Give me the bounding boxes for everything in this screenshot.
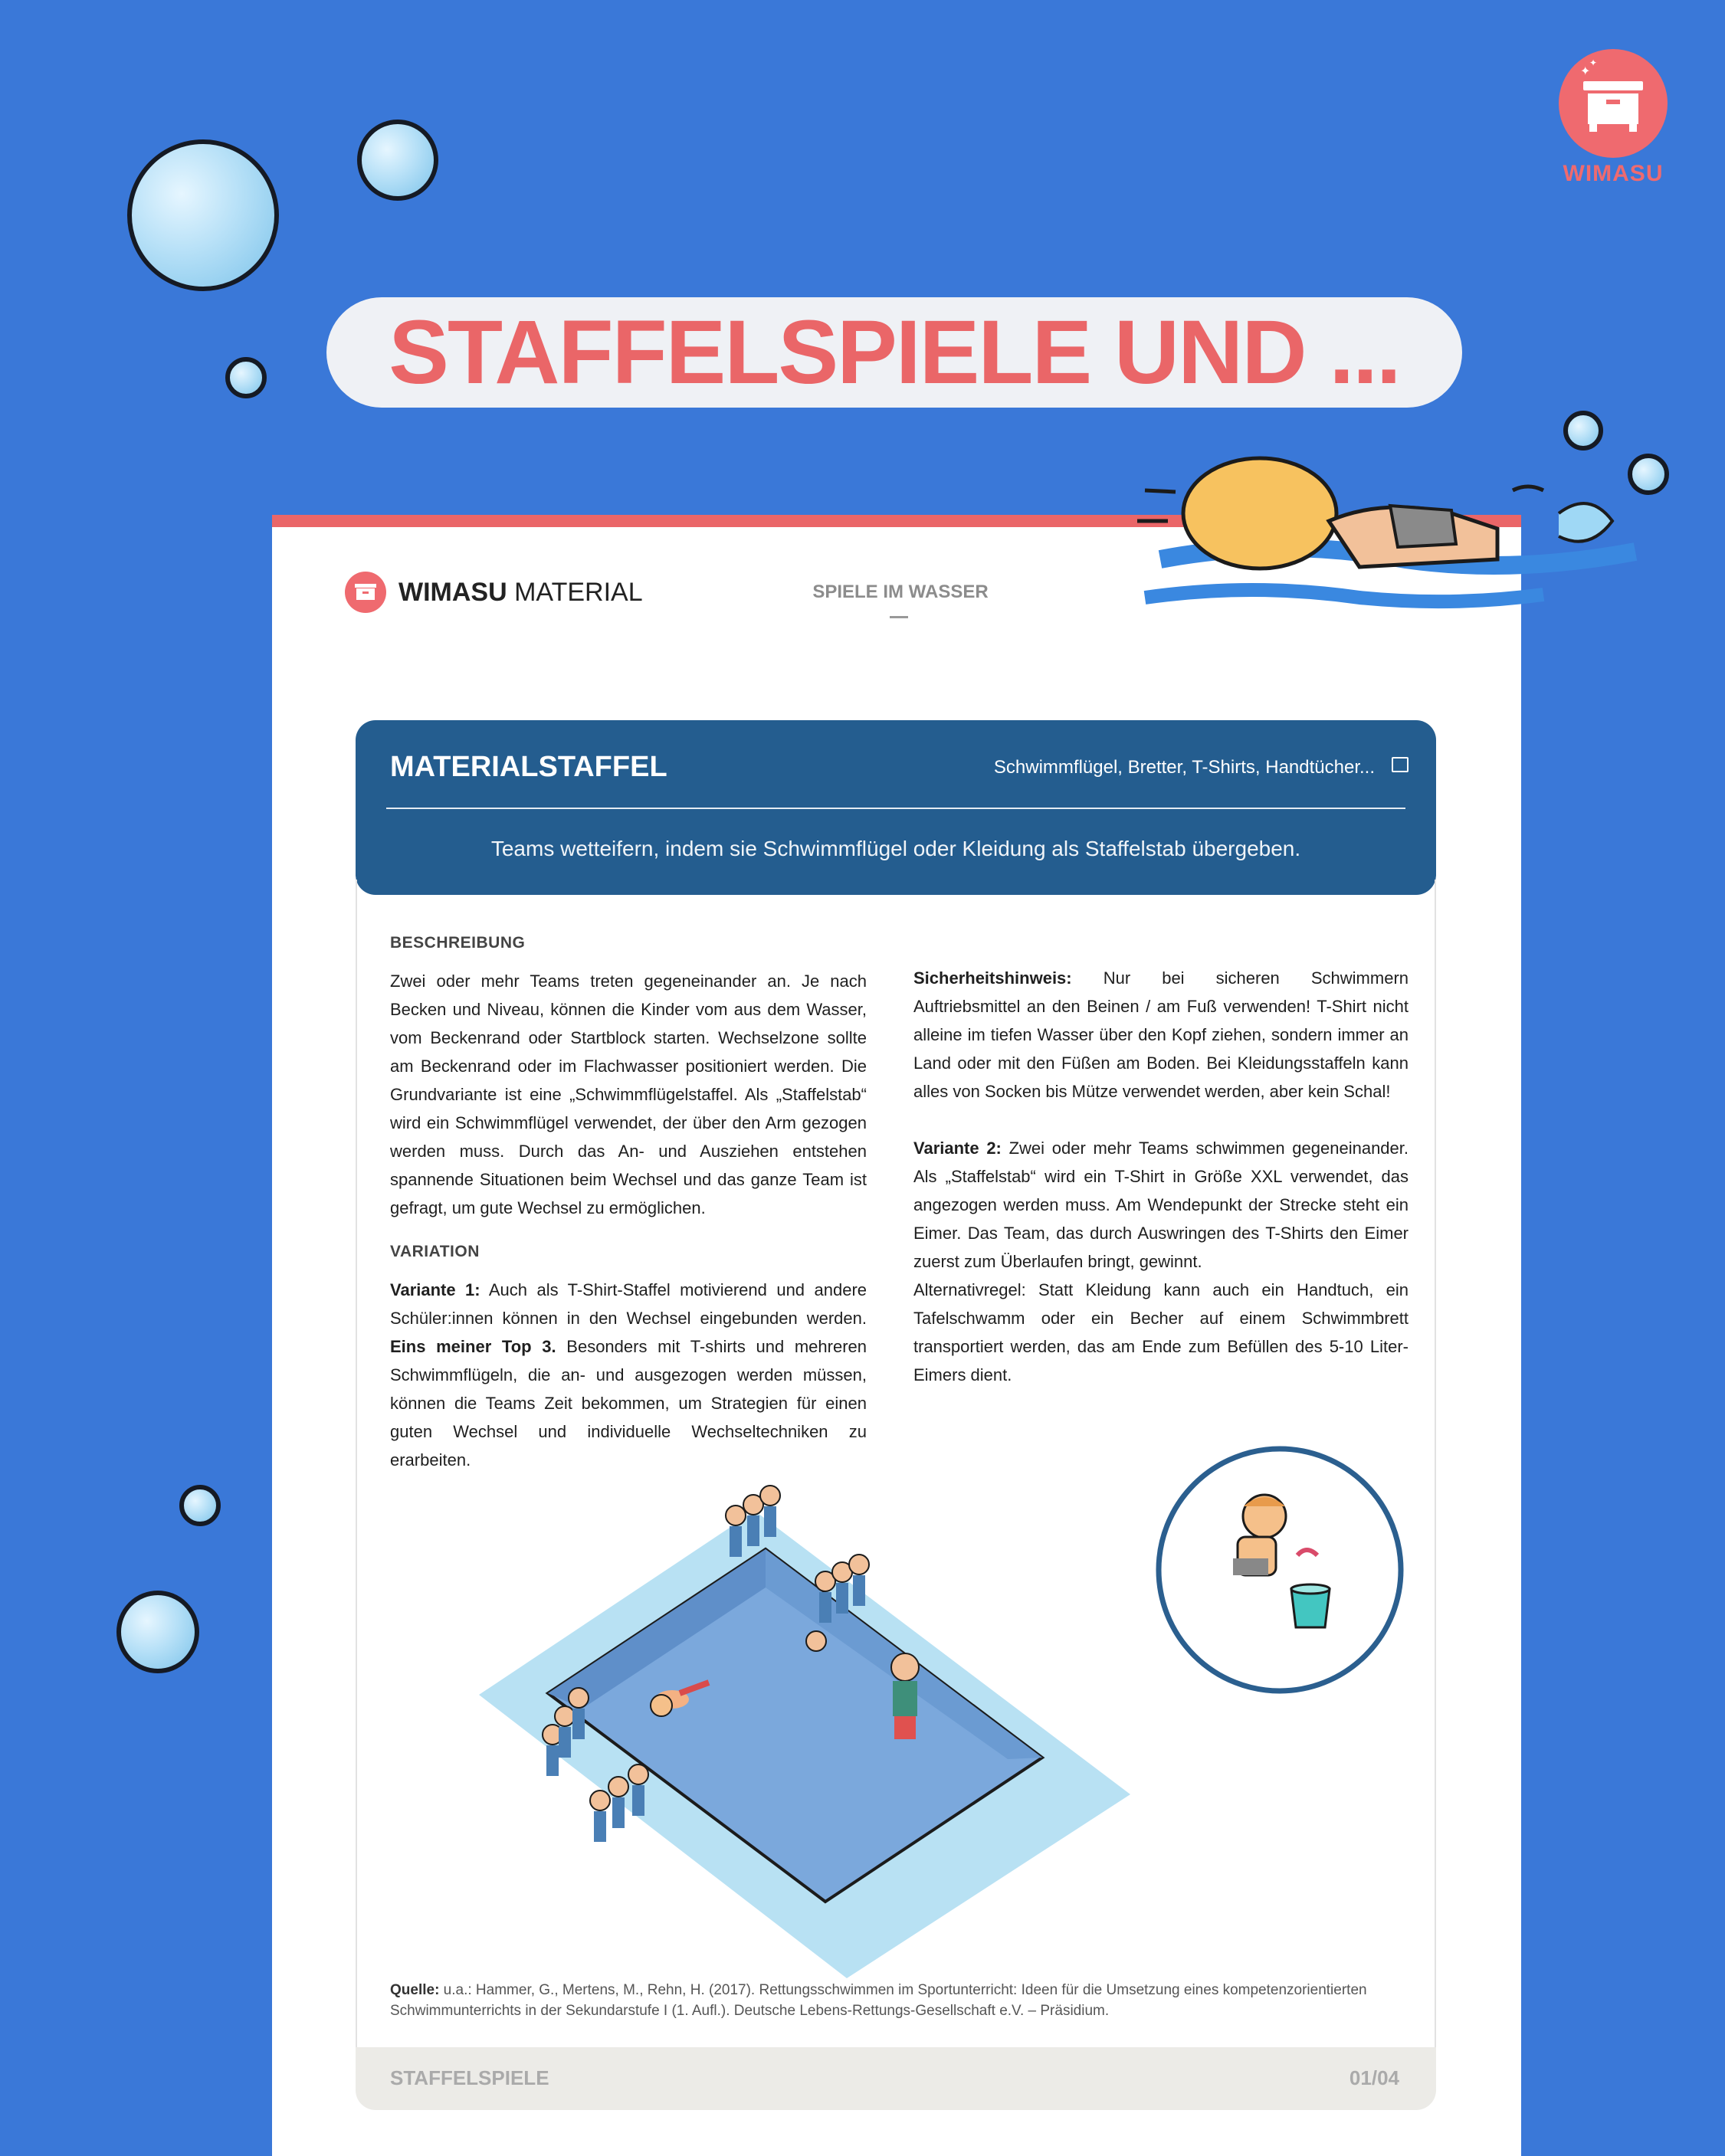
sheet-logo	[345, 572, 643, 613]
bubble-decoration	[179, 1485, 221, 1526]
divider	[386, 808, 1405, 809]
divider	[890, 616, 908, 618]
sheet-logo-text: WIMASU MATERIAL	[398, 577, 643, 607]
card-title: MATERIALSTAFFEL	[390, 751, 667, 783]
alternative-rule-text: Alternativregel: Statt Kleidung kann auch ein Handtuch, ein Tafelschwamm oder ein Becher auf einem Schwimmbrett transportiert werden, das am Ende zum Befüllen des 5-10 Liter-Eimers dient.	[913, 1280, 1409, 1384]
swimmer-illustration	[1130, 444, 1635, 621]
title-banner	[326, 297, 1462, 408]
materials-list: Schwimmflügel, Bretter, T-Shirts, Handtücher...	[993, 757, 1375, 778]
brand-logo	[1556, 49, 1671, 187]
bucket-inset-illustration	[1153, 1443, 1406, 1696]
page-number: 01/04	[1349, 2066, 1399, 2089]
material-sheet	[272, 515, 1521, 2156]
storage-box-icon	[345, 572, 386, 613]
right-column	[913, 964, 1409, 1389]
svg-text:✦: ✦	[1580, 65, 1591, 78]
svg-text:✦: ✦	[1589, 57, 1598, 68]
card-description: Teams wetteifern, indem sie Schwimmflügel oder Kleidung als Staffelstab übergeben.	[490, 837, 1301, 860]
bubble-decoration	[127, 139, 279, 291]
left-column	[390, 932, 867, 1474]
section-label: BESCHREIBUNG	[390, 934, 526, 952]
variant-2-text: Variante 2: Zwei oder mehr Teams schwimmen gegeneinander. Als „Staffelstab“ wird ein T-Shirt in Größe XXL verwendet, das angezogen werden muss. Am Wendepunkt der Strecke steht ein Eimer. Das Team, das durch Auswringen des T-Shirts den Eimer zuerst zum Überlaufen bringt, gewinnt.	[913, 1139, 1409, 1271]
safety-text: Sicherheitshinweis: Nur bei sicheren Schwimmern Auftriebsmittel an den Beinen / am Fuß verwenden! T-Shirt nicht alleine im tiefen Wasser über den Kopf ziehen, sondern immer an Land oder mit den Füßen am Boden. Bei Kleidungsstaffeln kann alles von Socken bis Mütze verwendet werden, aber kein Schal!	[913, 968, 1409, 1101]
page-title: STAFFELSPIELE UND ...	[389, 302, 1400, 403]
section-label: VARIATION	[390, 1243, 480, 1260]
footer-section-label: STAFFELSPIELE	[390, 2066, 549, 2089]
bubble-decoration	[357, 120, 438, 201]
box-icon	[1392, 757, 1409, 772]
bubble-decoration	[225, 357, 267, 398]
category-label: SPIELE IM WASSER	[812, 582, 989, 602]
source-citation: Quelle: u.a.: Hammer, G., Mertens, M., Rehn, H. (2017). Rettungsschwimmen im Sportunterricht: Ideen für die Umsetzung eines kompetenzorientierten Schwimmunterrichts in der Sekundarstufe I (1. Aufl.). Deutsche Lebens-Rettungs-Gesellschaft e.V. – Präsidium.	[390, 1982, 1367, 2019]
bubble-decoration	[116, 1591, 199, 1673]
storage-box-icon	[1559, 49, 1668, 158]
sheet-footer	[356, 2047, 1436, 2110]
variation-text: Variante 1: Auch als T-Shirt-Staffel motivierend und andere Schüler:innen können in den Wechsel eingebunden werden. Eins meiner Top 3. Besonders mit T-shirts und mehreren Schwimmflügeln, die an- und ausgezogen werden müssen, können die Teams Zeit bekommen, um Strategien für einen guten Wechsel und individuelle Wechseltechniken zu erarbeiten.	[390, 1280, 867, 1470]
description-text: Zwei oder mehr Teams treten gegeneinander an. Je nach Becken und Niveau, können die Kinder vom aus dem Wasser, vom Beckenrand oder Startblock starten. Wechselzone sollte am Beckenrand oder im Flachwasser positioniert werden. Die Grundvariante ist eine „Schwimmflügelstaffel. Als „Staffelstab“ wird ein Schwimmflügel verwendet, der über den Arm gezogen werden muss. Durch das An- und Ausziehen entstehen spannende Situationen beim Wechsel und das ganze Team ist gefragt, um gute Wechsel zu ermöglichen.	[390, 972, 867, 1217]
card-header	[356, 720, 1436, 895]
brand-label: WIMASU	[1563, 161, 1664, 186]
